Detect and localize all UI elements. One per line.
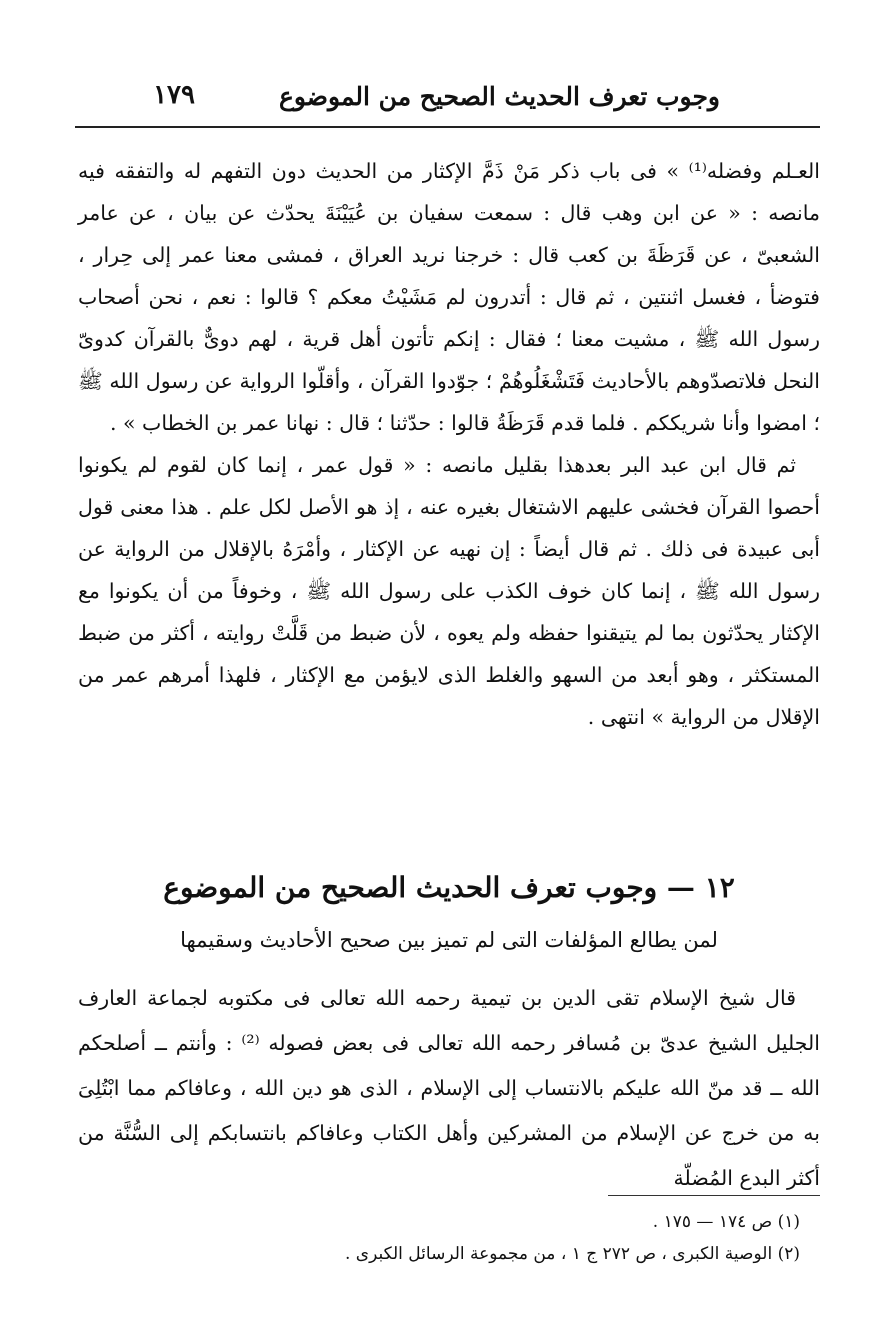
paragraph: ثم قال ابن عبد البر بعدهذا بقليل مانصه : « قول عمر ، إنما كان لقوم لم يكونوا أحصوا القرآن فخشى عليهم الاشتغال بغيره عنه ، إذ هو الأصل لكل علم . هذا معنى قول أبى عبيدة فى ذلك . ثم قال أيضاً : إن نهيه عن الإكثار ، وأمْرَهُ بالإقلال من الرواية عن رسول الله ﷺ ، إنما كان خوف الكذب على رسول الله ﷺ ، وخوفاً من أن يكونوا مع الإكثار يحدّثون بما لم يتيقنوا حفظه ولم يعوه ، لأن ضبط من قَلَّتْ روايته ، أكثر من ضبط المستكثر ، وهو أبعد من السهو والغلط الذى لايؤمن مع الإكثار ، فلهذا أمرهم عمر من الإقلال من الرواية » انتهى .: [78, 453, 820, 729]
header-divider: [75, 126, 820, 128]
section-subheading: لمن يطالع المؤلفات التى لم تميز بين صحيح الأحاديث وسقيمها: [180, 928, 718, 952]
footnotes: [78, 1206, 820, 1270]
paragraph: العـلم وفضله⁽¹⁾ » فى باب ذكر مَنْ ذَمَّ الإكثار من الحديث دون التفهم له والتفقه فيه مانصه : « عن ابن وهب قال : سمعت سفيان بن عُيَيْنَةَ يحدّث عن بيان ، عن عامر الشعبىّ ، عن قَرَظَةَ بن كعب قال : خرجنا نريد العراق ، فمشى معنا عمر إلى حِرار ، فتوضأ ، فغسل اثنتين ، ثم قال : أتدرون لم مَشَيْتُ معكم ؟ قالوا : نعم ، نحن أصحاب رسول الله ﷺ ، مشيت معنا ؛ فقال : إنكم تأتون أهل قرية ، لهم دوىٌّ بالقرآن كدوىّ النحل فلاتصدّوهم بالأحاديث فَتَشْغَلُوهُمْ ؛ جوّدوا القرآن ، وأقلّوا الرواية عن رسول الله ﷺ ؛ امضوا وأنا شريككم . فلما قدم قَرَظَةُ قالوا : حدّثنا ؛ قال : نهانا عمر بن الخطاب » .: [78, 159, 820, 435]
footnote: (٢) الوصية الكبرى ، ص ٢٧٢ ج ١ ، من مجموعة الرسائل الكبرى .: [344, 1244, 800, 1264]
running-title: وجوب تعرف الحديث الصحيح من الموضوع: [278, 82, 720, 111]
footnote-divider: [608, 1195, 820, 1196]
page-header: [75, 78, 820, 124]
footnote: (١) ص ١٧٤ — ١٧٥ .: [652, 1212, 800, 1232]
paragraph: قال شيخ الإسلام تقى الدين بن تيمية رحمه الله تعالى فى مكتوبه لجماعة العارف الجليل الشيخ عدىّ بن مُسافر رحمه الله تعالى فى بعض فصوله ⁽²⁾ : وأنتم ــ أصلحكم الله ــ قد منّ الله عليكم بالانتساب إلى الإسلام ، الذى هو دين الله ، وعافاكم مما ابْتُلِىَ به من خرج عن الإسلام من المشركين وأهل الكتاب وعافاكم بانتسابكم إلى السُّنَّة من أكثر البدع المُضلّة: [78, 986, 820, 1190]
section-heading: ١٢ — وجوب تعرف الحديث الصحيح من الموضوع: [163, 871, 735, 904]
page-number: ١٧٩: [153, 80, 195, 110]
main-text: [78, 150, 820, 738]
section-text: [78, 976, 820, 1201]
